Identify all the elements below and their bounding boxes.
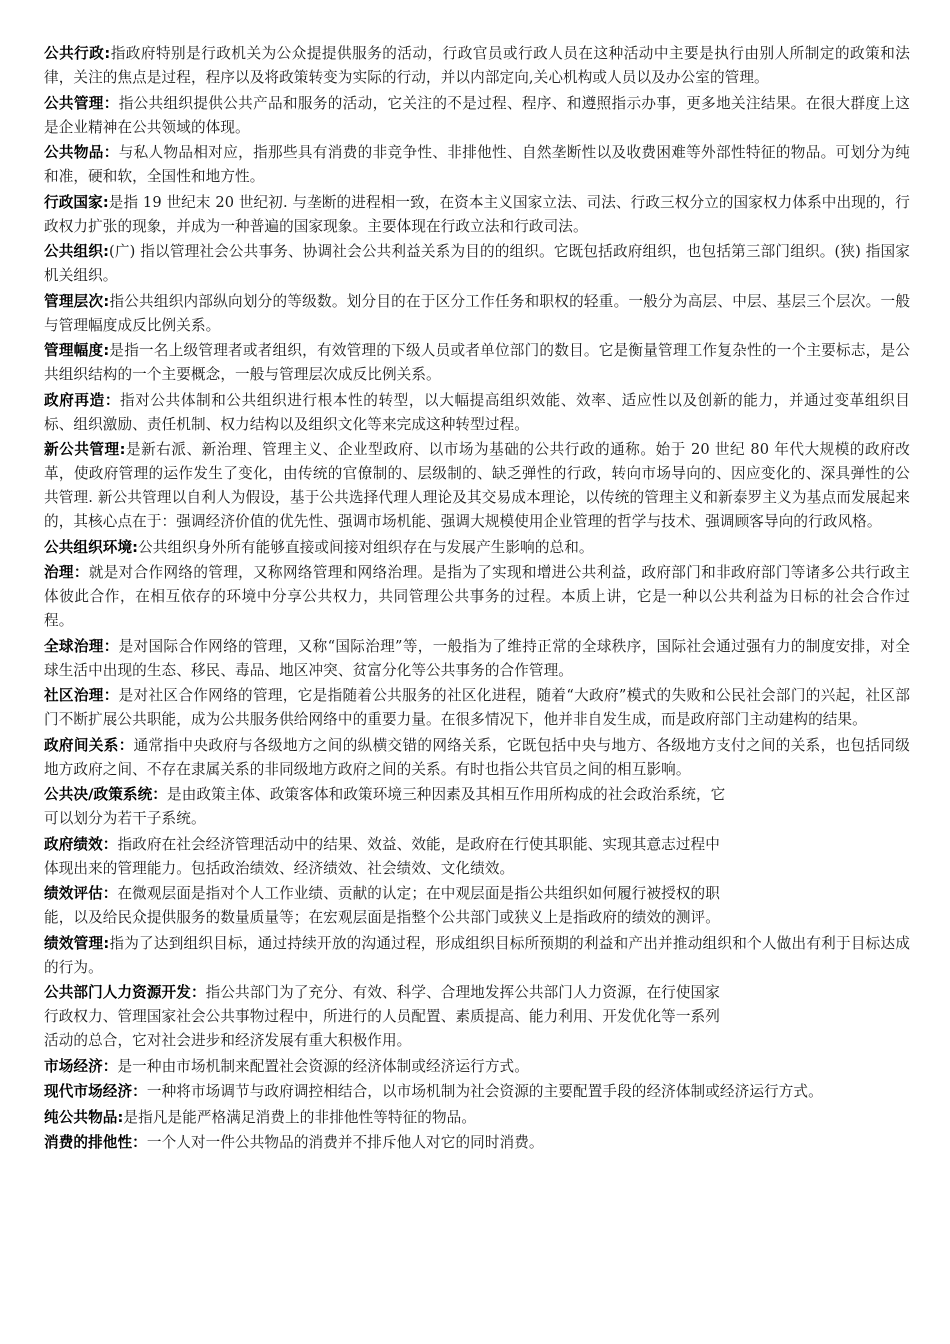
glossary-entry bbox=[44, 92, 910, 140]
entry-separator: ： bbox=[103, 637, 119, 655]
entry-term: 治理 bbox=[44, 564, 74, 581]
glossary-entry bbox=[44, 684, 910, 732]
entry-separator: ： bbox=[132, 1134, 147, 1151]
glossary-list bbox=[44, 42, 910, 1155]
entry-term: 公共决/政策系统 bbox=[44, 786, 153, 803]
entry-separator: : bbox=[132, 538, 139, 556]
entry-definition: 就是对合作网络的管理，又称网络管理和网络治理。是指为了实现和增进公共利益，政府部门和非政府部门等诸多公共行政主体彼此合作，在相互依存的环境中分享公共权力，共同管理公共事务的过程。本质上讲，它是一种以公共利益为日标的社会合作过程。 bbox=[44, 564, 910, 629]
glossary-entry bbox=[44, 1131, 910, 1155]
entry-separator: : bbox=[103, 292, 110, 310]
glossary-entry bbox=[44, 1106, 910, 1130]
entry-term: 公共组织环境 bbox=[44, 538, 133, 556]
entry-definition: 指政府在社会经济管理活动中的结果、效益、效能，是政府在行使其职能、实现其意志过程中体现出来的管理能力。包括政治绩效、经济绩效、社会绩效、文化绩效。 bbox=[44, 835, 720, 877]
entry-definition: 是由政策主体、政策客体和政策环境三种因素及其相互作用所构成的社会政治系统，它可以划分为若干子系统。 bbox=[44, 786, 726, 827]
entry-term: 新公共管理 bbox=[44, 441, 120, 458]
entry-definition: 通常指中央政府与各级地方之间的纵横交错的网络关系，它既包括中央与地方、各级地方支付之间的关系，也包括同级地方政府之间、不存在隶属关系的非同级地方政府之间的关系。有时也指公共官员之间的相互影响。 bbox=[44, 736, 910, 778]
glossary-entry bbox=[44, 882, 734, 930]
entry-term: 公共管理 bbox=[44, 94, 104, 112]
entry-separator: ： bbox=[102, 885, 118, 902]
entry-separator: ： bbox=[73, 564, 89, 581]
entry-separator: : bbox=[103, 934, 110, 952]
glossary-entry bbox=[44, 339, 910, 387]
glossary-entry bbox=[44, 833, 734, 881]
entry-separator: : bbox=[117, 1108, 124, 1126]
entry-term: 公共物品 bbox=[44, 144, 104, 161]
entry-term: 绩效评估 bbox=[44, 885, 103, 902]
entry-separator: : bbox=[102, 193, 109, 211]
entry-term: 政府绩效 bbox=[44, 835, 103, 853]
entry-definition: 指公共部门为了充分、有效、科学、合理地发挥公共部门人力资源，在行使国家行政权力、管理国家社会公共事物过程中，所进行的人员配置、素质提高、能力利用、开发优化等一系列活动的总合，它对社会进步和经济发展有重大积极作用。 bbox=[44, 984, 720, 1049]
entry-definition: 指公共组织内部纵向划分的等级数。划分目的在于区分工作任务和职权的轻重。一般分为高层、中层、基层三个层次。一般与管理幅度成反比例关系。 bbox=[44, 292, 911, 334]
entry-definition: 指为了达到组织目标，通过持续开放的沟通过程，形成组织目标所预期的利益和产出并推动组织和个人做出有利于目标达成的行为。 bbox=[44, 934, 911, 976]
glossary-entry bbox=[44, 438, 910, 534]
entry-separator: ： bbox=[103, 687, 119, 704]
entry-definition: 是指 19 世纪末 20 世纪初. 与垄断的进程相一致，在资本主义国家立法、司法、行政三权分立的国家权力体系中出现的，行政权力扩张的现象，并成为一种普遍的国家现象。主要体现在行政立法和行政司法。 bbox=[44, 193, 910, 235]
entry-term: 消费的排他性 bbox=[44, 1134, 133, 1151]
entry-term: 绩效管理 bbox=[44, 934, 104, 952]
entry-term: 纯公共物品 bbox=[44, 1108, 118, 1126]
entry-term: 现代市场经济 bbox=[44, 1083, 133, 1100]
entry-definition: 是对国际合作网络的管理，又称“国际治理”等，一般指为了维持正常的全球秩序，国际社会通过强有力的制度安排，对全球生活中出现的生态、移民、毒品、地区冲突、贫富分化等公共事务的合作管理。 bbox=[44, 637, 911, 679]
glossary-entry bbox=[44, 141, 910, 189]
entry-definition: 是一种由市场机制来配置社会资源的经济体制或经济运行方式。 bbox=[117, 1057, 529, 1075]
entry-separator: ： bbox=[118, 736, 134, 754]
entry-term: 全球治理 bbox=[44, 637, 104, 655]
entry-separator: : bbox=[119, 441, 126, 458]
entry-term: 管理层次 bbox=[44, 292, 104, 310]
entry-definition: 指政府特别是行政机关为公众提提供服务的活动，行政官员或行政人员在这种活动中主要是执行由别人所制定的政策和法律，关注的焦点是过程，程序以及将政策转变为实际的行动，并以内部定向,关心机构或人员以及办公室的管理。 bbox=[44, 45, 910, 86]
entry-definition: 是新右派、新治理、管理主义、企业型政府、以市场为基础的公共行政的通称。始于 20 世纪 80 年代大规模的政府改革，使政府管理的运作发生了变化，由传统的官僚制的、层级制的、缺乏弹性的行政，转向市场导向的、因应变化的、深具弹性的公共管理. 新公共管理以自利人为假设，基于公共选择代理人理论及其交易成本理论，以传统的管理主义和新泰罗主义为基点而发展起来的，其核心点在于：强调经济价值的优先性、强调市场机能、强调大规模使用企业管理的哲学与技术、强调顾客导向的行政风格。 bbox=[44, 441, 910, 530]
entry-definition: 指公共组织提供公共产品和服务的活动，它关注的不是过程、程序、和遵照指示办事，更多地关注结果。在很大群度上这是企业精神在公共领域的体现。 bbox=[44, 94, 910, 136]
entry-separator: ： bbox=[190, 984, 206, 1001]
entry-term: 行政国家 bbox=[44, 193, 103, 211]
glossary-entry bbox=[44, 240, 910, 288]
entry-term: 社区治理 bbox=[44, 687, 104, 704]
glossary-entry bbox=[44, 191, 910, 239]
entry-separator: ： bbox=[102, 1057, 118, 1075]
glossary-entry bbox=[44, 536, 910, 560]
entry-separator: ： bbox=[102, 835, 118, 853]
entry-term: 公共部门人力资源开发 bbox=[44, 984, 191, 1001]
glossary-entry bbox=[44, 1080, 910, 1104]
glossary-entry bbox=[44, 290, 910, 338]
entry-definition: 公共组织身外所有能够直接或间接对组织存在与发展产生影响的总和。 bbox=[138, 538, 594, 556]
entry-separator: ： bbox=[103, 94, 119, 112]
entry-definition: 是指一名上级管理者或者组织，有效管理的下级人员或者单位部门的数目。它是衡量管理工作复杂性的一个主要标志，是公共组织结构的一个主要概念，一般与管理层次成反比例关系。 bbox=[44, 342, 911, 383]
entry-term: 政府间关系 bbox=[44, 736, 119, 754]
entry-separator: ： bbox=[152, 786, 167, 803]
entry-definition: 是对社区合作网络的管理，它是指随着公共服务的社区化进程，随着“大政府”模式的失败和公民社会部门的兴起，社区部门不断扩展公共职能，成为公共服务供给网络中的重要力量。在很多情况下，他并非自发生成，而是政府部门主动建构的结果。 bbox=[44, 687, 911, 728]
entry-definition: 一种将市场调节与政府调控相结合，以市场机制为社会资源的主要配置手段的经济体制或经济运行方式。 bbox=[146, 1083, 823, 1100]
glossary-entry bbox=[44, 1055, 910, 1079]
entry-definition: 与私人物品相对应，指那些具有消费的非竞争性、非排他性、自然垄断性以及收费困难等外部性特征的物品。可划分为纯和准，硬和软，全国性和地方性。 bbox=[44, 144, 910, 185]
glossary-entry bbox=[44, 932, 910, 980]
entry-separator: ： bbox=[103, 144, 119, 161]
entry-definition: (广) 指以管理社会公共事务、协调社会公共利益关系为目的的组织。它既包括政府组织，也包括第三部门组织。(狭) 指国家机关组织。 bbox=[44, 243, 911, 284]
entry-definition: 一个人对一件公共物品的消费并不排斥他人对它的同时消费。 bbox=[146, 1134, 544, 1151]
glossary-entry bbox=[44, 635, 910, 683]
entry-separator: ： bbox=[104, 391, 121, 409]
entry-definition: 是指凡是能严格满足消费上的非排他性等特征的物品。 bbox=[123, 1108, 477, 1126]
entry-definition: 在微观层面是指对个人工作业绩、贡献的认定；在中观层面是指公共组织如何履行被授权的职能，以及给民众提供服务的数量质量等；在宏观层面是指整个公共部门或狭义上是指政府的绩效的测评。 bbox=[44, 885, 720, 926]
glossary-entry bbox=[44, 42, 910, 90]
glossary-entry bbox=[44, 389, 910, 437]
entry-separator: ： bbox=[132, 1083, 147, 1100]
entry-term: 政府再造 bbox=[44, 391, 105, 409]
glossary-entry bbox=[44, 734, 910, 782]
glossary-entry bbox=[44, 981, 734, 1053]
entry-separator: : bbox=[103, 243, 110, 260]
entry-term: 公共组织 bbox=[44, 243, 104, 260]
glossary-entry bbox=[44, 561, 910, 633]
entry-term: 市场经济 bbox=[44, 1057, 103, 1075]
entry-separator: : bbox=[104, 45, 111, 62]
glossary-entry bbox=[44, 783, 734, 831]
entry-definition: 指对公共体制和公共组织进行根本性的转型，以大幅提高组织效能、效率、适应性以及创新的能力，并通过变革组织目标、组织激励、责任机制、权力结构以及组织文化等来完成这种转型过程。 bbox=[44, 391, 910, 433]
entry-separator: : bbox=[103, 342, 110, 359]
entry-term: 公共行政 bbox=[44, 45, 105, 62]
entry-term: 管理幅度 bbox=[44, 342, 104, 359]
